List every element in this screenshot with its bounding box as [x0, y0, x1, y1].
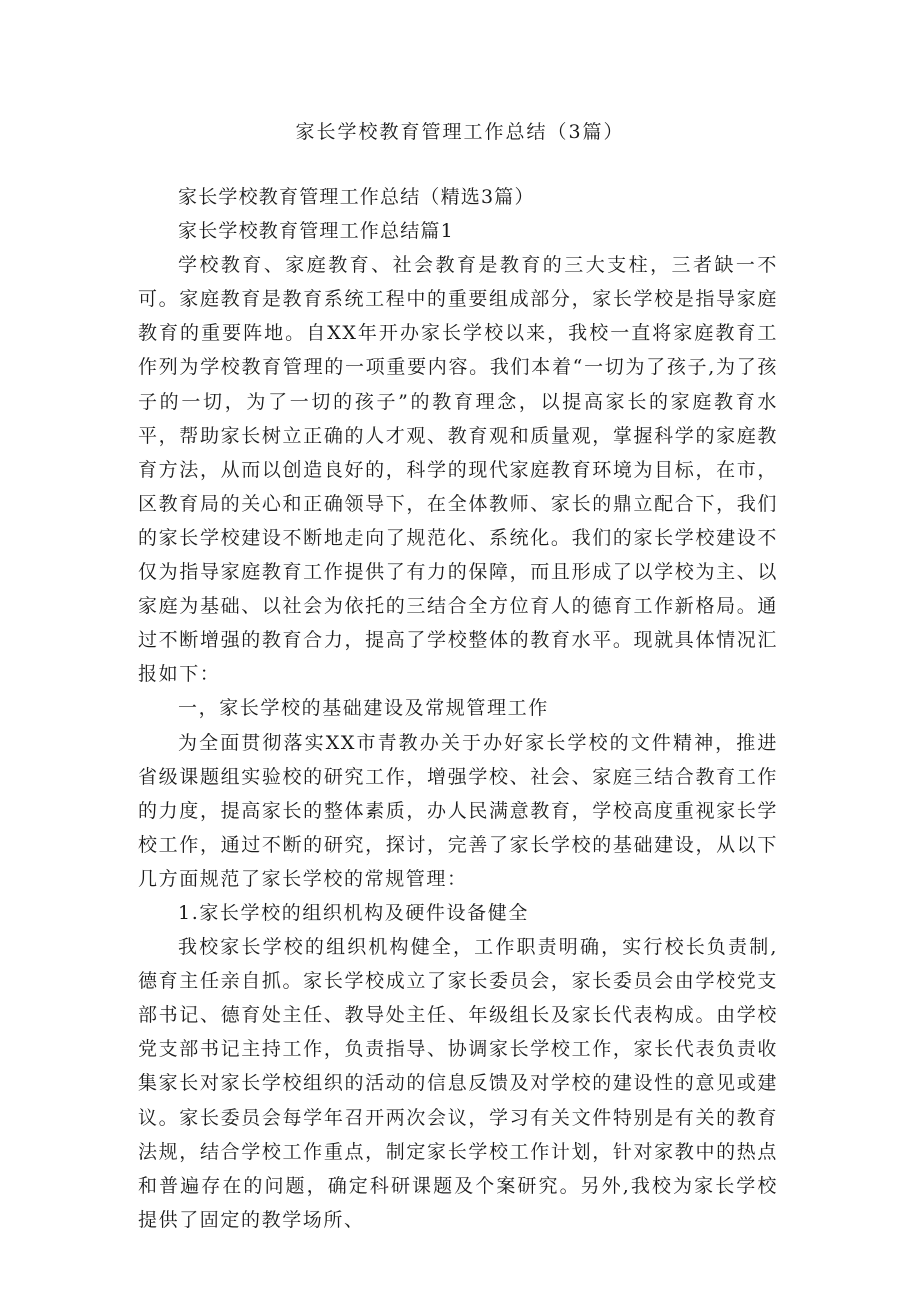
document-title: 家长学校教育管理工作总结（3篇） [295, 121, 625, 143]
part-heading: 家长学校教育管理工作总结篇1 [178, 220, 454, 243]
paragraph-intro: 学校教育、家庭教育、社会教育是教育的三大支柱，三者缺一不可。家庭教育是教育系统工程中的重要组成部分，家长学校是指导家庭教育的重要阵地。自XX年开办家长学校以来，我校一直将家庭教育工作列为学校教育管理的一项重要内容。我们本着“一切为了孩子,为了孩子的一切，为了一切的孩子”的教育理念，以提高家长的家庭教育水平，帮助家长树立正确的人才观、教育观和质量观，掌握科学的家庭教育方法，从而以创造良好的，科学的现代家庭教育环境为目标，在市，区教育局的关心和正确领导下，在全体教师、家长的鼎立配合下，我们的家长学校建设不断地走向了规范化、系统化。我们的家长学校建设不仅为指导家庭教育工作提供了有力的保障，而且形成了以学校为主、以家庭为基础、以社会为依托的三结合全方位育人的德育工作新格局。通过不断增强的教育合力，提高了学校整体的教育水平。现就具体情况汇报如下： [138, 254, 778, 686]
document-body [138, 180, 778, 1237]
paragraph-section-intro: 为全面贯彻落实XX市青教办关于办好家长学校的文件精神，推进省级课题组实验校的研究工作，增强学校、社会、家庭三结合教育工作的力度，提高家长的整体素质，办人民满意教育，学校高度重视家长学校工作，通过不断的研究，探讨，完善了家长学校的基础建设，从以下几方面规范了家长学校的常规管理： [138, 731, 778, 890]
paragraph-organization: 我校家长学校的组织机构健全，工作职责明确，实行校长负责制,德育主任亲自抓。家长学校成立了家长委员会，家长委员会由学校党支部书记、德育处主任、教导处主任、年级组长及家长代表构成。由学校党支部书记主持工作，负责指导、协调家长学校工作，家长代表负责收集家长对家长学校组织的活动的信息反馈及对学校的建设性的意见或建议。家长委员会每学年召开两次会议，学习有关文件特别是有关的教育法规，结合学校工作重点，制定家长学校工作计划，针对家教中的热点和普遍存在的问题，确定科研课题及个案研究。另外,我校为家长学校提供了固定的教学场所、 [138, 936, 778, 1231]
document-subtitle: 家长学校教育管理工作总结（精选3篇） [178, 186, 535, 208]
subsection-heading: 1.家长学校的组织机构及硬件设备健全 [178, 901, 529, 924]
section-heading: 一，家长学校的基础建设及常规管理工作 [178, 697, 549, 720]
